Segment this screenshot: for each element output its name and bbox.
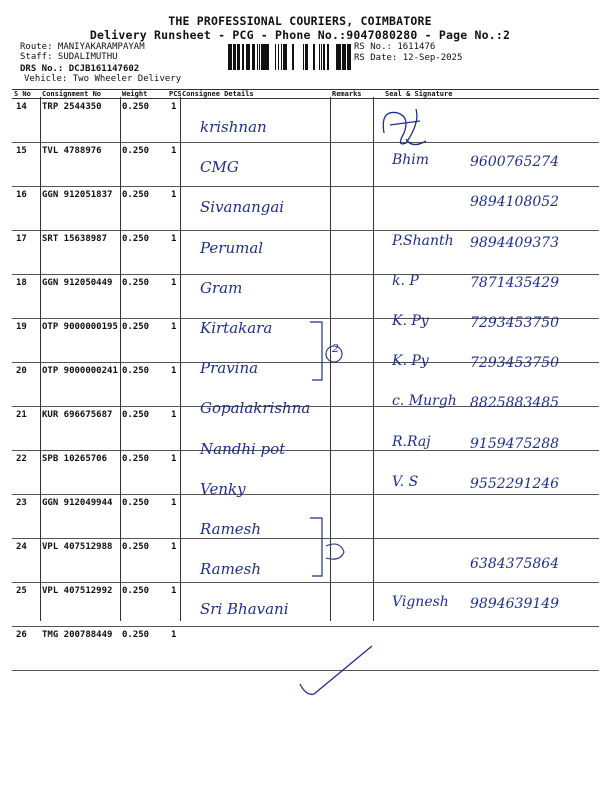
row-consignment-no: GGN 912050449 [40, 275, 120, 319]
handwritten-phone: 9894108052 [470, 194, 560, 211]
row-consignment-no: GGN 912051837 [40, 187, 120, 231]
barcode-image [228, 44, 351, 70]
row-weight: 0.250 [120, 495, 169, 539]
row-sno: 18 [12, 275, 40, 319]
row-consignment-no: TVL 4788976 [40, 143, 120, 187]
row-pcs: 1 [169, 143, 180, 187]
handwritten-phone: 9600765274 [470, 154, 560, 171]
row-remarks [330, 143, 373, 187]
col-pcs: PCS [169, 90, 182, 98]
row-sno: 26 [12, 627, 40, 671]
row-pcs: 1 [169, 187, 180, 231]
row-pcs: 1 [169, 495, 180, 539]
row-sno: 20 [12, 363, 40, 407]
col-consignee: Consignee Details [180, 90, 330, 99]
row-remarks [330, 275, 373, 319]
row-seal [373, 627, 599, 671]
row-sno: 21 [12, 407, 40, 451]
row-weight: 0.250 [120, 451, 169, 495]
row-weight: 0.250 [120, 407, 169, 451]
row-remarks [330, 231, 373, 275]
row-pcs: 1 [169, 627, 180, 671]
column-divider [373, 97, 374, 621]
handwritten-consignee: Sivanangai [200, 198, 285, 217]
row-sno: 25 [12, 583, 40, 627]
table-row [12, 99, 599, 143]
handwritten-consignee: Venky [200, 479, 246, 498]
row-consignment-no: OTP 9000000195 [40, 319, 120, 363]
col-weight: Weight [120, 90, 169, 99]
row-weight: 0.250 [120, 99, 169, 143]
handwritten-consignee: Sri Bhavani [200, 600, 289, 619]
handwritten-consignee: krishnan [200, 118, 267, 136]
handwritten-consignee: CMG [200, 158, 239, 177]
row-consignment-no: SPB 10265706 [40, 451, 120, 495]
column-divider [120, 97, 121, 621]
bracket-mark [300, 514, 350, 580]
row-weight: 0.250 [120, 187, 169, 231]
row-pcs: 1 [169, 319, 180, 363]
handwritten-phone: 9552291246 [470, 475, 560, 492]
delivery-tick-mark [296, 640, 376, 700]
column-divider [180, 97, 181, 621]
handwritten-signature: k. P [392, 272, 419, 289]
row-remarks [330, 583, 373, 627]
handwritten-signature: Bhim [392, 152, 430, 169]
signature-scribble [376, 103, 436, 153]
row-remarks [330, 451, 373, 495]
staff-label: Staff: SUDALIMUTHU [20, 52, 118, 62]
bracket-mark [300, 318, 350, 384]
row-pcs: 1 [169, 407, 180, 451]
row-pcs: 1 [169, 451, 180, 495]
row-sno: 24 [12, 539, 40, 583]
handwritten-consignee: Pravina [200, 359, 259, 378]
handwritten-signature: R.Raj [392, 433, 431, 450]
handwritten-signature: K. Py [392, 313, 429, 329]
rs-number: RS No.: 1611476 [354, 42, 436, 52]
row-sno: 14 [12, 99, 40, 143]
row-consignment-no: TMG 200788449 [40, 627, 120, 671]
company-title: THE PROFESSIONAL COURIERS, COIMBATORE [168, 14, 432, 28]
row-weight: 0.250 [120, 231, 169, 275]
handwritten-phone: 9159475288 [470, 435, 560, 452]
row-weight: 0.250 [120, 275, 169, 319]
drs-number: DRS No.: DCJB161147602 [20, 64, 140, 74]
table-header-row [12, 90, 599, 99]
col-consignment: Consignment No [40, 90, 120, 99]
bracket-label: 2 [332, 342, 339, 355]
handwritten-signature: K. Py [392, 353, 429, 370]
row-pcs: 1 [169, 231, 180, 275]
runsheet-subtitle: Delivery Runsheet - PCG - Phone No.:9047080280 - Page No.:2 [89, 28, 511, 42]
handwritten-consignee: Kirtakara [200, 319, 273, 337]
row-sno: 22 [12, 451, 40, 495]
row-weight: 0.250 [120, 319, 169, 363]
row-consignment-no: SRT 15638987 [40, 231, 120, 275]
row-weight: 0.250 [120, 627, 169, 671]
row-weight: 0.250 [120, 583, 169, 627]
handwritten-signature: c. Murgh [392, 393, 457, 410]
handwritten-consignee: Ramesh [200, 520, 262, 538]
handwritten-phone: 6384375864 [470, 556, 560, 573]
row-remarks [330, 407, 373, 451]
handwritten-signature: P.Shanth [392, 232, 454, 249]
row-seal [373, 495, 599, 539]
handwritten-consignee: Perumal [200, 238, 264, 257]
row-pcs: 1 [169, 99, 180, 143]
handwritten-consignee: Ramesh [200, 560, 262, 579]
row-consignment-no: KUR 696675687 [40, 407, 120, 451]
row-consignment-no: VPL 407512988 [40, 539, 120, 583]
handwritten-phone: 7293453750 [470, 355, 560, 372]
row-remarks [330, 99, 373, 143]
handwritten-phone: 7293453750 [470, 315, 560, 331]
handwritten-signature: V. S [392, 473, 419, 490]
handwritten-phone: 7871435429 [470, 274, 560, 291]
row-weight: 0.250 [120, 539, 169, 583]
row-consignment-no: TRP 2544350 [40, 99, 120, 143]
handwritten-consignee: Nandhi pot [200, 439, 286, 458]
row-remarks [330, 187, 373, 231]
row-consignment-no: OTP 9000000241 [40, 363, 120, 407]
row-pcs: 1 [169, 539, 180, 583]
row-sno: 23 [12, 495, 40, 539]
row-pcs: 1 [169, 583, 180, 627]
vehicle-label: Vehicle: Two Wheeler Delivery [24, 74, 182, 84]
row-consignment-no: VPL 407512992 [40, 583, 120, 627]
rs-date: RS Date: 12-Sep-2025 [354, 53, 463, 63]
row-sno: 15 [12, 143, 40, 187]
col-remarks: Remarks [330, 90, 373, 99]
column-divider [40, 97, 41, 621]
handwritten-signature: Vignesh [392, 594, 449, 611]
handwritten-phone: 9894409373 [470, 234, 560, 251]
handwritten-phone: 9894639149 [470, 596, 560, 613]
route-label: Route: MANIYAKARAMPAYAM [20, 42, 145, 52]
handwritten-consignee: Gram [200, 278, 243, 297]
handwritten-phone: 8825883485 [470, 395, 560, 412]
row-sno: 16 [12, 187, 40, 231]
row-weight: 0.250 [120, 143, 169, 187]
handwritten-consignee: Gopalakrishna [200, 399, 311, 418]
row-weight: 0.250 [120, 363, 169, 407]
col-seal: Seal & Signature [373, 90, 599, 99]
row-pcs: 1 [169, 363, 180, 407]
row-sno: 19 [12, 319, 40, 363]
row-sno: 17 [12, 231, 40, 275]
row-pcs: 1 [169, 275, 180, 319]
row-consignment-no: GGN 912049944 [40, 495, 120, 539]
col-sno: S No [12, 90, 40, 99]
